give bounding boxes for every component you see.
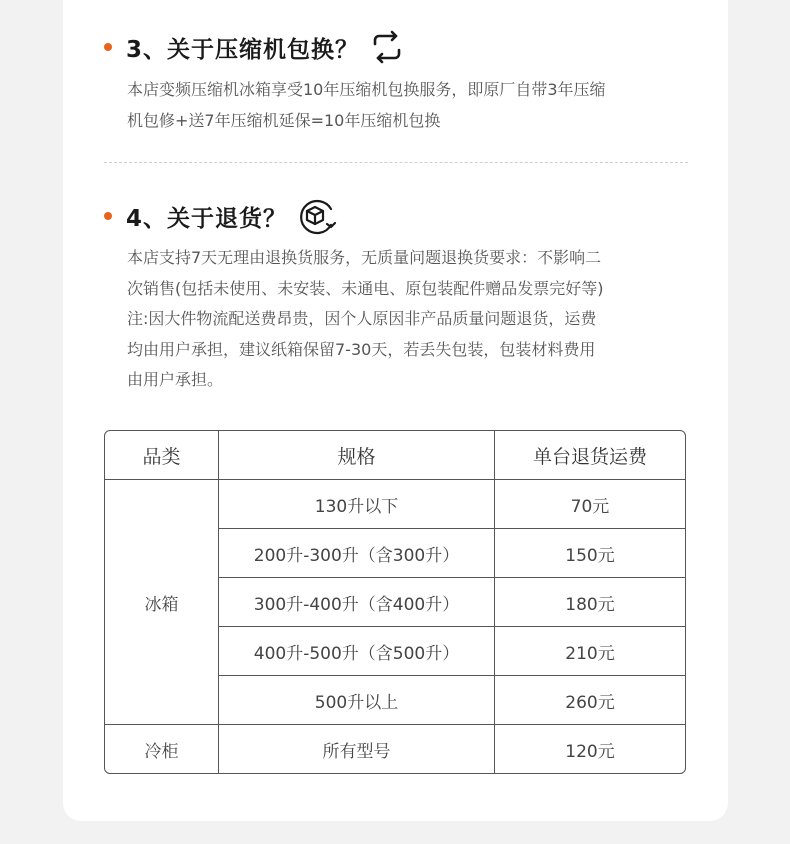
fee-cell: 120元 [565,741,615,762]
fee-cell: 70元 [495,480,685,529]
dashed-divider [104,162,688,163]
table-row [105,725,685,773]
bullet-dot [104,212,112,220]
section-4-body [127,243,687,396]
section-4-heading: 4、关于退货？ [126,205,288,232]
refresh-icon [369,30,405,64]
section-4-line: 由用户承担。 [127,370,224,389]
section-4-line: 注:因大件物流配送费昂贵，因个人原因非产品质量问题退货，运费 [127,309,597,328]
fee-cell: 180元 [495,578,685,627]
spec-cell: 所有型号 [219,725,495,773]
header-category: 品类 [105,431,219,480]
section-4-line: 均由用户承担，建议纸箱保留7-30天，若丢失包装，包装材料费用 [127,339,596,359]
category-fridge: 冰箱 [105,480,219,725]
spec-cell: 300升-400升（含400升） [219,578,495,627]
spec-cell: 500升以上 [219,676,495,725]
section-3-line: 本店变频压缩机冰箱享受10年压缩机包换服务，即原厂自带3年压缩 [127,80,606,99]
header-spec: 规格 [219,431,495,480]
section-3-body [127,75,687,136]
category-freezer: 冷柜 [105,725,219,773]
spec-cell: 400升-500升（含500升） [219,627,495,676]
fee-cell: 260元 [495,676,685,725]
header-fee: 单台退货运费 [495,431,685,480]
box-return-icon [297,197,339,235]
return-fee-table [104,430,686,774]
fee-cell: 150元 [495,529,685,578]
section-4-line: 本店支持7天无理由退换货服务，无质量问题退换货要求：不影响二 [127,248,602,267]
spec-cell: 200升-300升（含300升） [219,529,495,578]
spec-cell: 130升以下 [219,480,495,529]
section-3-line: 机包修+送7年压缩机延保=10年压缩机包换 [127,110,441,130]
table-header-row [105,431,685,480]
section-4-title [104,197,339,235]
table-row [105,480,685,529]
bullet-dot [104,43,112,51]
section-3-title [104,30,405,64]
section-3-heading: 3、关于压缩机包换？ [126,36,360,63]
section-4-line: 次销售(包括未使用、未安装、未通电、原包装配件赠品发票完好等) [127,278,604,298]
fee-cell: 210元 [495,627,685,676]
